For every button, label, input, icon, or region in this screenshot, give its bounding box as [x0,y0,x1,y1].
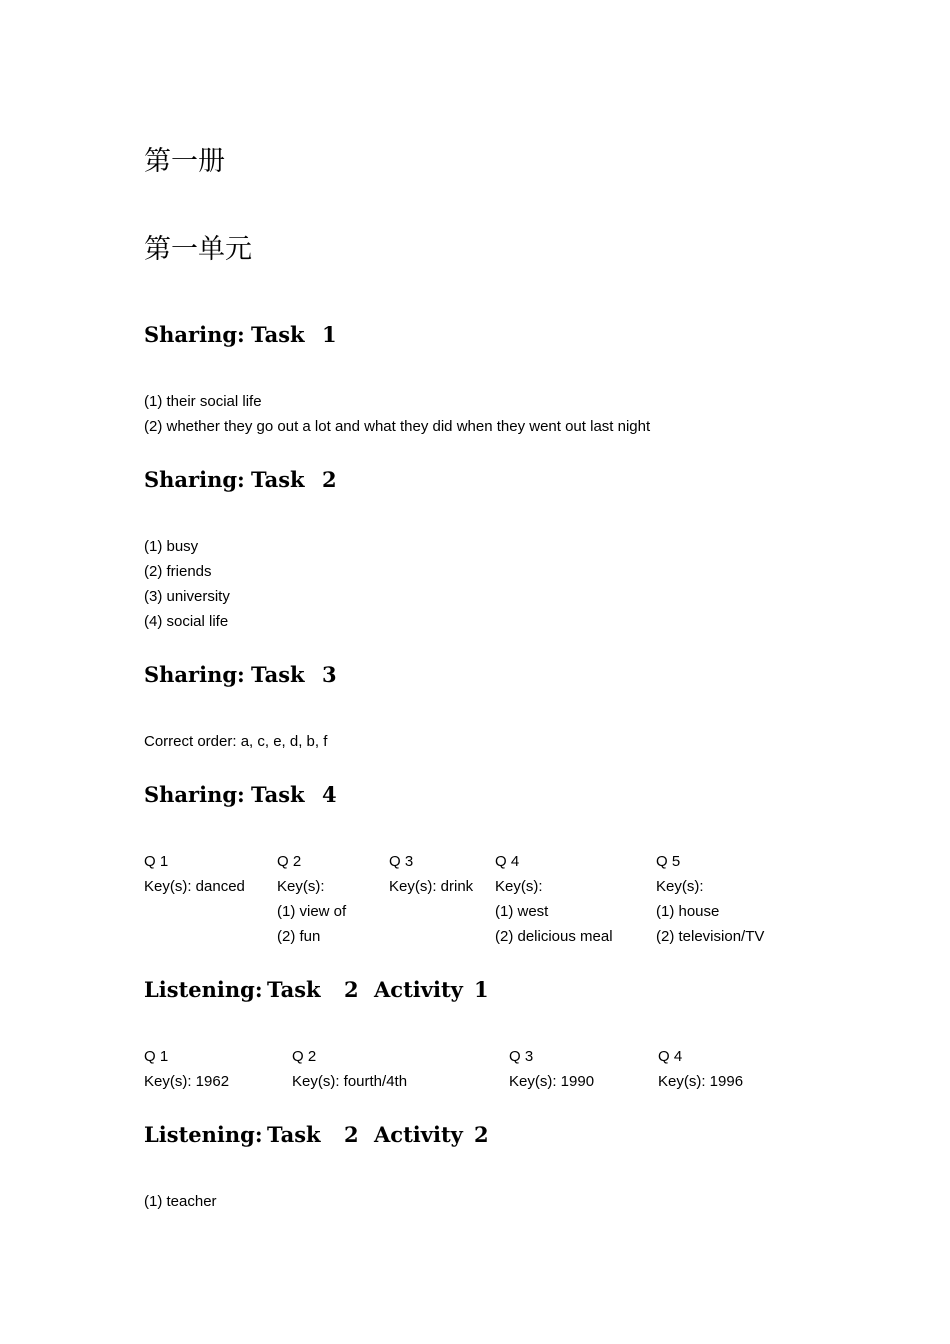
answer-column-q4 [658,1044,743,1094]
question-label: Q 3 [509,1048,534,1065]
question-label: Q 2 [292,1048,317,1065]
question-label: Q 2 [277,853,302,870]
answer-column-q3 [509,1044,594,1094]
answer-column-q4 [495,849,613,949]
question-label: Q 3 [389,853,414,870]
answer-column-q3 [389,849,473,899]
answer-line: Key(s): 1996 [658,1073,744,1090]
answer-line: Key(s): [656,878,704,895]
answer-line: (3) university [144,588,230,605]
unit-title: 第一单元 [144,234,252,265]
answer-line: (1) their social life [144,393,262,410]
answer-column-q5 [656,849,764,949]
section-heading-listening-task-2-activity-1: Listening: Task 2 Activity 1 [144,977,489,1002]
answer-line: (1) house [656,903,720,920]
answer-line: Correct order: a, c, e, d, b, f [144,733,328,750]
answer-column-q2 [277,849,346,949]
question-label: Q 4 [658,1048,683,1065]
answer-line: Key(s): 1962 [144,1073,230,1090]
answer-line: Key(s): [495,878,543,895]
answer-line: Key(s): fourth/4th [292,1073,408,1090]
section-heading-sharing-task-3: Sharing: Task 3 [144,662,337,687]
answer-line: (1) west [495,903,549,920]
book-title: 第一册 [144,146,225,177]
answer-line: (1) busy [144,538,199,555]
section-heading-sharing-task-2: Sharing: Task 2 [144,467,337,492]
answer-line: (2) fun [277,928,321,945]
question-label: Q 1 [144,1048,169,1065]
answer-line: (1) view of [277,903,347,920]
answer-column-q1 [144,849,245,899]
question-label: Q 5 [656,853,681,870]
section-heading-listening-task-2-activity-2: Listening: Task 2 Activity 2 [144,1122,489,1147]
answer-line: Key(s): danced [144,878,245,895]
answer-line: (2) friends [144,563,212,580]
answer-line: (4) social life [144,613,229,630]
answer-line: Key(s): drink [389,878,474,895]
answer-line: Key(s): 1990 [509,1073,595,1090]
question-label: Q 1 [144,853,169,870]
answer-line: Key(s): [277,878,325,895]
section-heading-sharing-task-1: Sharing: Task 1 [144,322,337,347]
answer-line: (2) delicious meal [495,928,613,945]
answer-column-q1 [144,1044,229,1094]
answer-line: (2) whether they go out a lot and what they did when they went out last night [144,418,651,435]
answer-line: (1) teacher [144,1193,217,1210]
section-heading-sharing-task-4: Sharing: Task 4 [144,782,337,807]
answer-column-q2 [292,1044,407,1094]
answer-line: (2) television/TV [656,928,765,945]
question-label: Q 4 [495,853,520,870]
